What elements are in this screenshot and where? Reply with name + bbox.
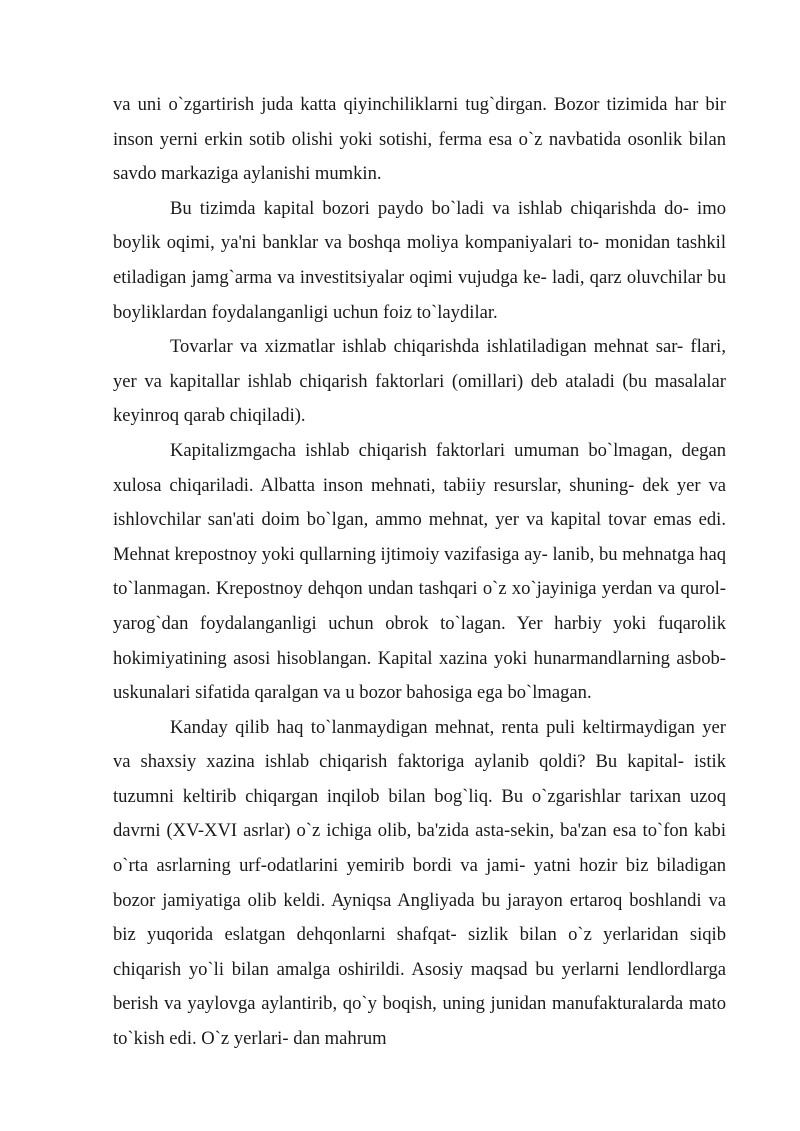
document-body bbox=[113, 88, 726, 1057]
paragraph-4: Kapitalizmgacha ishlab chiqarish faktorlari umuman bo`lmagan, degan xulosa chiqariladi. Albatta inson mehnati, tabiiy resurslar, shuning- dek yer va ishlovchilar san'ati doim bo`lgan, ammo mehnat, yer va kapital tovar emas edi. Mehnat krepostnoy yoki qullarning ijtimoiy vazifasiga ay- lanib, bu mehnatga haq to`lanmagan. Krepostnoy dehqon undan tashqari o`z xo`jayiniga yerdan va qurol-yarog`dan foydalanganligi uchun obrok to`lagan. Yer harbiy yoki fuqarolik hokimiyatining asosi hisoblangan. Kapital xazina yoki hunarmandlarning asbob-uskunalari sifatida qaralgan va u bozor bahosiga ega bo`lmagan. bbox=[113, 439, 726, 704]
paragraph-5: Kanday qilib haq to`lanmaydigan mehnat, renta puli keltirmaydigan yer va shaxsiy xazina ishlab chiqarish faktoriga aylanib qoldi? Bu kapital- istik tuzumni keltirib chiqargan inqilob bilan bog`liq. Bu o`zgarishlar tarixan uzoq davrni (XV-XVI asrlar) o`z ichiga olib, ba'zida asta-sekin, ba'zan esa to`fon kabi o`rta asrlarning urf-odatlarini yemirib bordi va jami- yatni hozir biz biladigan bozor jamiyatiga olib keldi. Ayniqsa Angliyada bu jarayon ertaroq boshlandi va biz yuqorida eslatgan dehqonlarni shafqat- sizlik bilan o`z yerlaridan siqib chiqarish yo`li bilan amalga oshirildi. Asosiy maqsad bu yerlarni lendlordlarga berish va yaylovga aylantirib, qo`y boqish, uning junidan manufakturalarda mato to`kish edi. O`z yerlari- dan mahrum bbox=[113, 716, 726, 1050]
paragraph-3: Tovarlar va xizmatlar ishlab chiqarishda ishlatiladigan mehnat sar- flari, yer va kapitallar ishlab chiqarish faktorlari (omillari) deb ataladi (bu masalalar keyinroq qarab chiqiladi). bbox=[113, 336, 726, 427]
paragraph-2: Bu tizimda kapital bozori paydo bo`ladi va ishlab chiqarishda do- imo boylik oqimi, ya'ni banklar va boshqa moliya kompaniyalari to- monidan tashkil etiladigan jamg`arma va investitsiyalar oqimi vujudga ke- ladi, qarz oluvchilar bu boyliklardan foydalanganligi uchun foiz to`laydilar. bbox=[113, 197, 726, 323]
paragraph-1: va uni o`zgartirish juda katta qiyinchiliklarni tug`dirgan. Bozor tizimida har bir inson yerni erkin sotib olishi yoki sotishi, ferma esa o`z navbatida osonlik bilan savdo markaziga aylanishi mumkin. bbox=[113, 94, 726, 185]
